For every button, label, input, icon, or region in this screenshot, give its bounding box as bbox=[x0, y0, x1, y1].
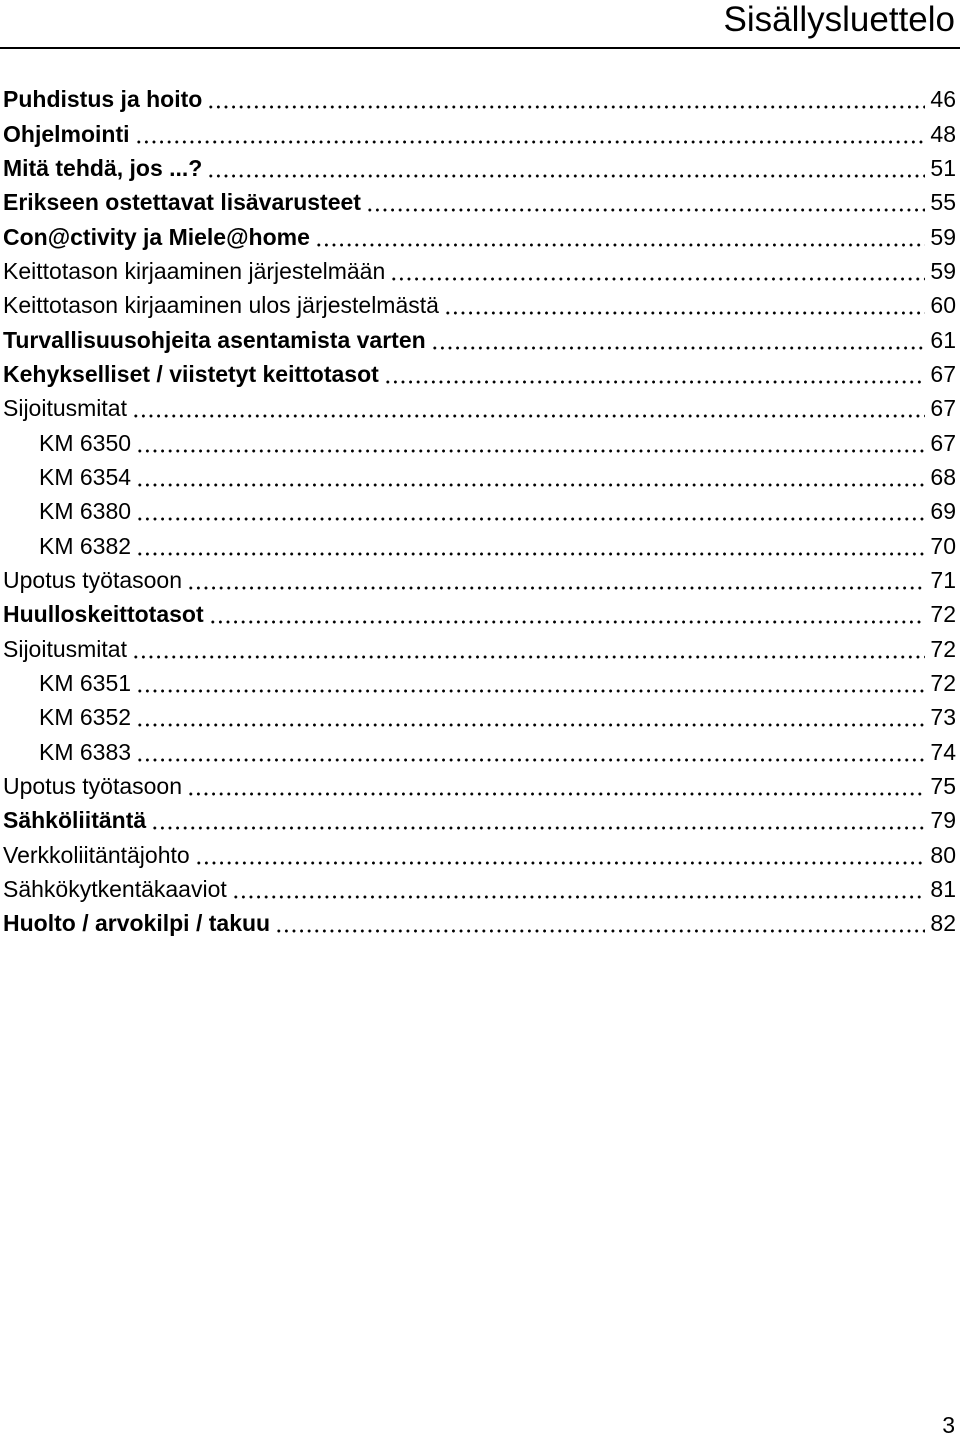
toc-entry-title: KM 6350 bbox=[39, 429, 132, 456]
toc-entry[interactable] bbox=[3, 185, 956, 219]
toc-entry-page: 67 bbox=[930, 360, 956, 387]
toc-entry-page: 67 bbox=[930, 429, 956, 456]
dot-leader bbox=[136, 735, 925, 769]
dot-leader bbox=[315, 220, 925, 254]
toc-entry-title: Verkkoliitäntäjohto bbox=[3, 841, 190, 868]
toc-entry-page: 72 bbox=[930, 635, 956, 662]
toc-entry[interactable] bbox=[3, 700, 956, 734]
toc-entry-page: 82 bbox=[930, 910, 956, 937]
toc-entry-title: Sähköliitäntä bbox=[3, 807, 147, 834]
toc-entry[interactable] bbox=[3, 906, 956, 940]
dot-leader bbox=[135, 117, 926, 151]
toc-entry-page: 70 bbox=[930, 532, 956, 559]
toc-entry-title: Upotus työtasoon bbox=[3, 566, 183, 593]
dot-leader bbox=[209, 597, 925, 631]
toc-entry[interactable] bbox=[3, 528, 956, 562]
dot-leader bbox=[187, 769, 925, 803]
dot-leader bbox=[366, 185, 925, 219]
toc-entry-page: 74 bbox=[930, 738, 956, 765]
toc-entry-title: Kehykselliset / viistetyt keittotasot bbox=[3, 360, 379, 387]
toc-entry-page: 59 bbox=[930, 223, 956, 250]
dot-leader bbox=[275, 906, 925, 940]
toc-entry-title: Erikseen ostettavat lisävarusteet bbox=[3, 189, 361, 216]
toc-entry[interactable] bbox=[3, 254, 956, 288]
dot-leader bbox=[384, 357, 925, 391]
dot-leader bbox=[207, 151, 925, 185]
toc-entry-page: 51 bbox=[930, 154, 956, 181]
toc-entry-title: Keittotason kirjaaminen ulos järjestelmästä bbox=[3, 292, 439, 319]
toc-entry-title: Sijoitusmitat bbox=[3, 635, 127, 662]
toc-entry[interactable] bbox=[3, 494, 956, 528]
toc-entry-page: 59 bbox=[930, 257, 956, 284]
toc-entry[interactable] bbox=[3, 460, 956, 494]
dot-leader bbox=[136, 700, 925, 734]
toc-entry[interactable] bbox=[3, 219, 956, 253]
toc-entry-page: 72 bbox=[930, 601, 956, 628]
toc-entry-title: Huolto / arvokilpi / takuu bbox=[3, 910, 271, 937]
toc-entry[interactable] bbox=[3, 803, 956, 837]
toc-entry[interactable] bbox=[3, 872, 956, 906]
toc-entry-title: Huulloskeittotasot bbox=[3, 601, 204, 628]
toc-entry-page: 68 bbox=[930, 463, 956, 490]
toc-entry-title: Upotus työtasoon bbox=[3, 773, 183, 800]
toc-entry-title: Sijoitusmitat bbox=[3, 395, 127, 422]
toc-entry-page: 81 bbox=[930, 876, 956, 903]
toc-entry-title: KM 6383 bbox=[39, 738, 132, 765]
toc-entry-page: 46 bbox=[930, 86, 956, 113]
page-title: Sisällysluettelo bbox=[723, 0, 955, 39]
toc-entry-title: KM 6382 bbox=[39, 532, 132, 559]
toc-entry[interactable] bbox=[3, 288, 956, 322]
toc-entry-title: KM 6351 bbox=[39, 670, 132, 697]
toc-entry-title: Turvallisuusohjeita asentamista varten bbox=[3, 326, 426, 353]
toc-entry-page: 72 bbox=[930, 670, 956, 697]
dot-leader bbox=[187, 563, 925, 597]
toc-entry[interactable] bbox=[3, 597, 956, 631]
toc-entry[interactable] bbox=[3, 151, 956, 185]
toc-entry-page: 79 bbox=[930, 807, 956, 834]
toc-entry[interactable] bbox=[3, 82, 956, 116]
toc-entry-title: Keittotason kirjaaminen järjestelmään bbox=[3, 257, 386, 284]
page-number: 3 bbox=[942, 1412, 955, 1438]
toc-entry[interactable] bbox=[3, 425, 956, 459]
toc-entry[interactable] bbox=[3, 632, 956, 666]
dot-leader bbox=[195, 838, 925, 872]
dot-leader bbox=[136, 529, 925, 563]
toc-entry-title: Puhdistus ja hoito bbox=[3, 86, 203, 113]
toc-entry[interactable] bbox=[3, 769, 956, 803]
dot-leader bbox=[136, 426, 925, 460]
toc-entry-page: 55 bbox=[930, 189, 956, 216]
toc-entry-page: 61 bbox=[930, 326, 956, 353]
toc-entry[interactable] bbox=[3, 391, 956, 425]
dot-leader bbox=[136, 494, 925, 528]
dot-leader bbox=[132, 632, 925, 666]
toc-entry[interactable] bbox=[3, 563, 956, 597]
dot-leader bbox=[151, 803, 925, 837]
toc-entry[interactable] bbox=[3, 357, 956, 391]
toc-entry-page: 48 bbox=[930, 120, 956, 147]
toc-entry-page: 80 bbox=[930, 841, 956, 868]
toc-entry-title: Con@ctivity ja Miele@home bbox=[3, 223, 310, 250]
toc-entry-page: 71 bbox=[930, 566, 956, 593]
toc-entry-title: KM 6354 bbox=[39, 463, 132, 490]
toc-entry-title: Sähkökytkentäkaaviot bbox=[3, 876, 227, 903]
header-divider bbox=[0, 47, 960, 49]
toc-entry-title: KM 6352 bbox=[39, 704, 132, 731]
toc-entry-title: KM 6380 bbox=[39, 498, 132, 525]
toc-entry[interactable] bbox=[3, 838, 956, 872]
dot-leader bbox=[136, 666, 925, 700]
dot-leader bbox=[132, 391, 925, 425]
toc-entry-page: 75 bbox=[930, 773, 956, 800]
toc-entry-page: 60 bbox=[930, 292, 956, 319]
dot-leader bbox=[136, 460, 925, 494]
toc-entry[interactable] bbox=[3, 735, 956, 769]
toc-entry[interactable] bbox=[3, 666, 956, 700]
dot-leader bbox=[232, 872, 925, 906]
toc-entry-title: Ohjelmointi bbox=[3, 120, 130, 147]
toc-entry[interactable] bbox=[3, 116, 956, 150]
table-of-contents bbox=[3, 82, 956, 941]
toc-entry[interactable] bbox=[3, 322, 956, 356]
dot-leader bbox=[431, 323, 925, 357]
toc-entry-page: 67 bbox=[930, 395, 956, 422]
dot-leader bbox=[207, 82, 925, 116]
toc-entry-page: 73 bbox=[930, 704, 956, 731]
toc-entry-title: Mitä tehdä, jos ...? bbox=[3, 154, 203, 181]
toc-entry-page: 69 bbox=[930, 498, 956, 525]
dot-leader bbox=[444, 288, 925, 322]
dot-leader bbox=[390, 254, 925, 288]
